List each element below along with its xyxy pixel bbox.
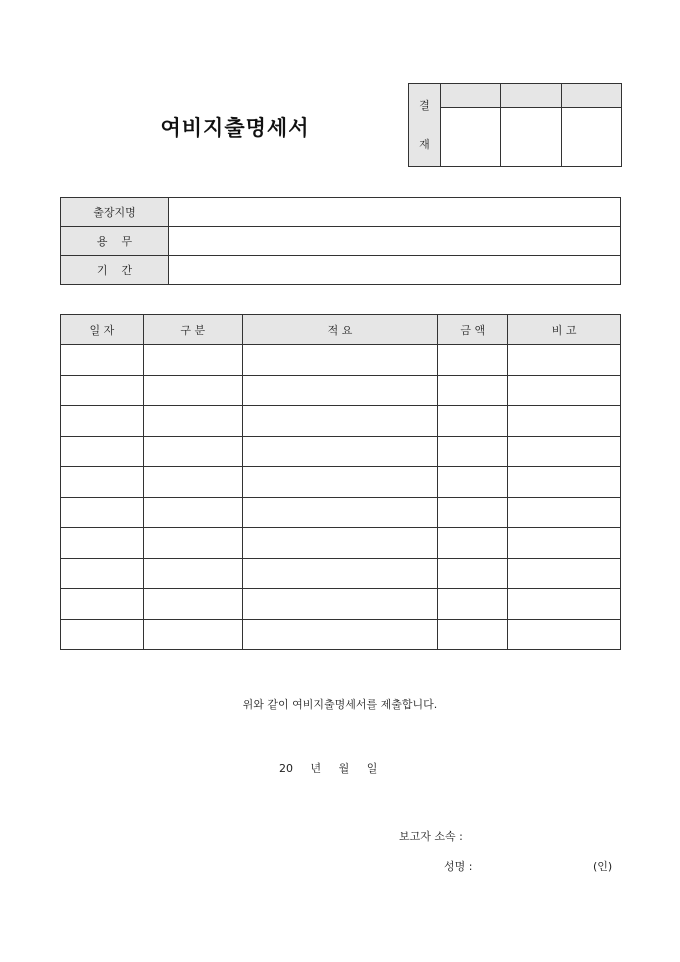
remarks-cell[interactable] (508, 345, 621, 376)
approval-head-1 (441, 84, 501, 108)
category-cell[interactable] (143, 436, 242, 467)
table-row (61, 375, 621, 406)
approval-sign-1[interactable] (441, 108, 501, 167)
description-cell[interactable] (242, 467, 438, 498)
approval-label-top: 결 (419, 99, 430, 112)
amount-cell[interactable] (438, 345, 508, 376)
document-title: 여비지출명세서 (160, 115, 310, 140)
table-row (61, 467, 621, 498)
description-cell[interactable] (242, 345, 438, 376)
amount-cell[interactable] (438, 589, 508, 620)
expense-header-row (61, 315, 621, 345)
table-row (61, 589, 621, 620)
seal-mark: (인) (593, 860, 613, 873)
approval-sign-3[interactable] (561, 108, 621, 167)
description-cell[interactable] (242, 528, 438, 559)
remarks-cell[interactable] (508, 436, 621, 467)
description-cell[interactable] (242, 497, 438, 528)
trip-info-table (60, 197, 621, 285)
category-cell[interactable] (143, 375, 242, 406)
date-cell[interactable] (61, 558, 144, 589)
date-cell[interactable] (61, 375, 144, 406)
category-cell[interactable] (143, 528, 242, 559)
header-description: 적 요 (242, 315, 438, 345)
remarks-cell[interactable] (508, 558, 621, 589)
amount-cell[interactable] (438, 497, 508, 528)
category-cell[interactable] (143, 406, 242, 437)
header-date: 일 자 (61, 315, 144, 345)
purpose-field[interactable] (169, 227, 621, 256)
submission-statement: 위와 같이 여비지출명세서를 제출합니다. (242, 698, 438, 711)
table-row (61, 345, 621, 376)
approval-head-2 (501, 84, 561, 108)
table-row (61, 406, 621, 437)
expense-body (61, 345, 621, 650)
category-cell[interactable] (143, 345, 242, 376)
remarks-cell[interactable] (508, 375, 621, 406)
description-cell[interactable] (242, 558, 438, 589)
header-remarks: 비 고 (508, 315, 621, 345)
date-cell[interactable] (61, 406, 144, 437)
category-cell[interactable] (143, 467, 242, 498)
amount-cell[interactable] (438, 558, 508, 589)
category-cell[interactable] (143, 589, 242, 620)
remarks-cell[interactable] (508, 619, 621, 650)
date-cell[interactable] (61, 345, 144, 376)
date-cell[interactable] (61, 528, 144, 559)
reporter-name-label: 성명 : (444, 860, 473, 873)
amount-cell[interactable] (438, 528, 508, 559)
category-cell[interactable] (143, 558, 242, 589)
table-row (61, 528, 621, 559)
remarks-cell[interactable] (508, 497, 621, 528)
description-cell[interactable] (242, 619, 438, 650)
remarks-cell[interactable] (508, 467, 621, 498)
period-label: 기 간 (61, 256, 169, 285)
approval-label-bottom: 재 (419, 138, 430, 151)
expense-table (60, 314, 621, 650)
purpose-label: 용 무 (61, 227, 169, 256)
approval-table (408, 83, 622, 167)
remarks-cell[interactable] (508, 528, 621, 559)
date-cell[interactable] (61, 589, 144, 620)
amount-cell[interactable] (438, 619, 508, 650)
reporter-affiliation-label: 보고자 소속 : (399, 830, 463, 843)
category-cell[interactable] (143, 497, 242, 528)
date-cell[interactable] (61, 467, 144, 498)
amount-cell[interactable] (438, 436, 508, 467)
period-field[interactable] (169, 256, 621, 285)
header-amount: 금 액 (438, 315, 508, 345)
header-category: 구 분 (143, 315, 242, 345)
date-cell[interactable] (61, 497, 144, 528)
date-cell[interactable] (61, 436, 144, 467)
description-cell[interactable] (242, 375, 438, 406)
description-cell[interactable] (242, 406, 438, 437)
amount-cell[interactable] (438, 375, 508, 406)
description-cell[interactable] (242, 436, 438, 467)
approval-sign-2[interactable] (501, 108, 561, 167)
table-row (61, 497, 621, 528)
date-cell[interactable] (61, 619, 144, 650)
table-row (61, 619, 621, 650)
destination-field[interactable] (169, 198, 621, 227)
destination-label: 출장지명 (61, 198, 169, 227)
table-row (61, 436, 621, 467)
approval-label (409, 84, 441, 167)
amount-cell[interactable] (438, 467, 508, 498)
amount-cell[interactable] (438, 406, 508, 437)
table-row (61, 558, 621, 589)
remarks-cell[interactable] (508, 406, 621, 437)
description-cell[interactable] (242, 589, 438, 620)
approval-head-3 (561, 84, 621, 108)
date-line: 20 년 월 일 (279, 762, 378, 775)
remarks-cell[interactable] (508, 589, 621, 620)
category-cell[interactable] (143, 619, 242, 650)
